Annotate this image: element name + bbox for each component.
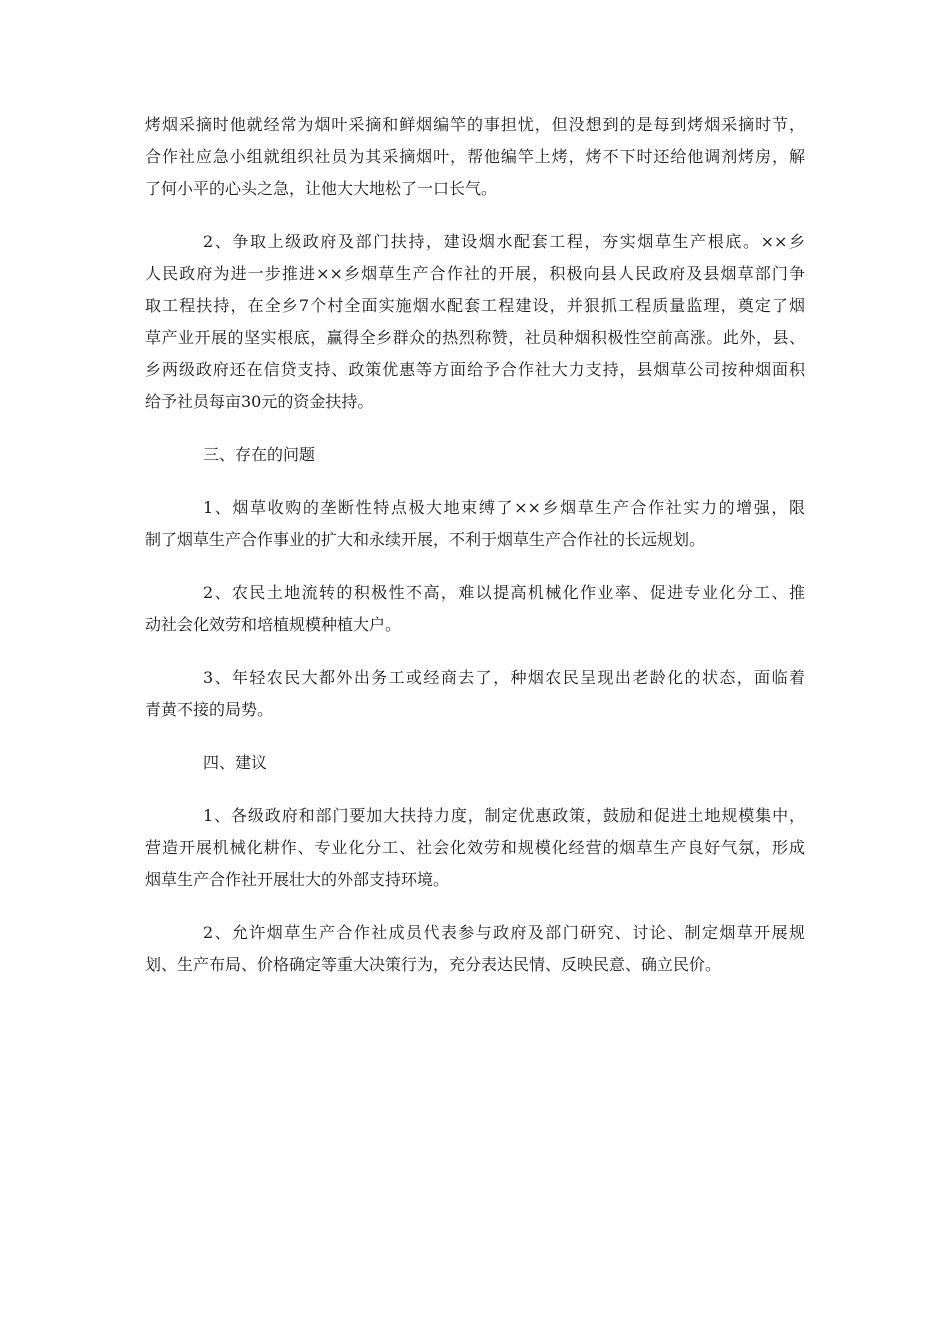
text-line: 青黄不接的局势。 <box>145 700 274 719</box>
text-line: 人民政府为进一步推进××乡烟草生产合作社的开展，积极向县人民政府及县烟草部门争 <box>145 264 805 283</box>
text-line: 2、争取上级政府及部门扶持，建设烟水配套工程，夯实烟草生产根底。××乡 <box>203 232 805 251</box>
text-line: 烤烟采摘时他就经常为烟叶采摘和鲜烟编竿的事担忧，但没想到的是每到烤烟采摘时节， <box>145 115 805 134</box>
paragraph-government-support <box>145 226 805 418</box>
heading-text: 四、建议 <box>203 753 268 772</box>
text-line: 动社会化效劳和培植规模种植大户。 <box>145 615 402 634</box>
text-line: 给予社员每亩30元的资金扶持。 <box>145 392 374 411</box>
text-line: 制了烟草生产合作事业的扩大和永续开展，不利于烟草生产合作社的长远规划。 <box>145 530 706 549</box>
text-line: 营造开展机械化耕作、专业化分工、社会化效劳和规模化经营的烟草生产良好气氛，形成 <box>145 838 805 857</box>
paragraph-continuation <box>145 109 805 205</box>
text-line: 2、农民土地流转的积极性不高，难以提高机械化作业率、促进专业化分工、推 <box>203 583 805 602</box>
paragraph-problem-1 <box>145 492 805 556</box>
text-line: 2、允许烟草生产合作社成员代表参与政府及部门研究、讨论、制定烟草开展规 <box>203 923 805 942</box>
text-line: 1、烟草收购的垄断性特点极大地束缚了××乡烟草生产合作社实力的增强，限 <box>203 498 805 517</box>
section-heading-problems <box>145 439 805 471</box>
section-heading-suggestions <box>145 747 805 779</box>
text-line: 取工程扶持，在全乡7个村全面实施烟水配套工程建设，并狠抓工程质量监理，奠定了烟 <box>145 296 805 315</box>
text-line: 3、年轻农民大都外出务工或经商去了，种烟农民呈现出老龄化的状态，面临着 <box>203 668 805 687</box>
text-line: 1、各级政府和部门要加大扶持力度，制定优惠政策，鼓励和促进土地规模集中， <box>203 806 805 825</box>
text-line: 草产业开展的坚实根底，赢得全乡群众的热烈称赞，社员种烟积极性空前高涨。此外，县、 <box>145 328 805 347</box>
text-line: 了何小平的心头之急，让他大大地松了一口长气。 <box>145 179 498 198</box>
heading-text: 三、存在的问题 <box>203 445 316 464</box>
text-line: 烟草生产合作社开展壮大的外部支持环境。 <box>145 870 450 889</box>
document-body <box>145 109 805 981</box>
text-line: 合作社应急小组就组织社员为其采摘烟叶，帮他编竿上烤，烤不下时还给他调剂烤房，解 <box>145 147 805 166</box>
paragraph-problem-2 <box>145 577 805 641</box>
paragraph-problem-3 <box>145 662 805 726</box>
text-line: 乡两级政府还在信贷支持、政策优惠等方面给予合作社大力支持，县烟草公司按种烟面积 <box>145 360 805 379</box>
text-line: 划、生产布局、价格确定等重大决策行为，充分表达民情、反映民意、确立民价。 <box>145 955 722 974</box>
paragraph-suggestion-1 <box>145 800 805 896</box>
paragraph-suggestion-2 <box>145 917 805 981</box>
